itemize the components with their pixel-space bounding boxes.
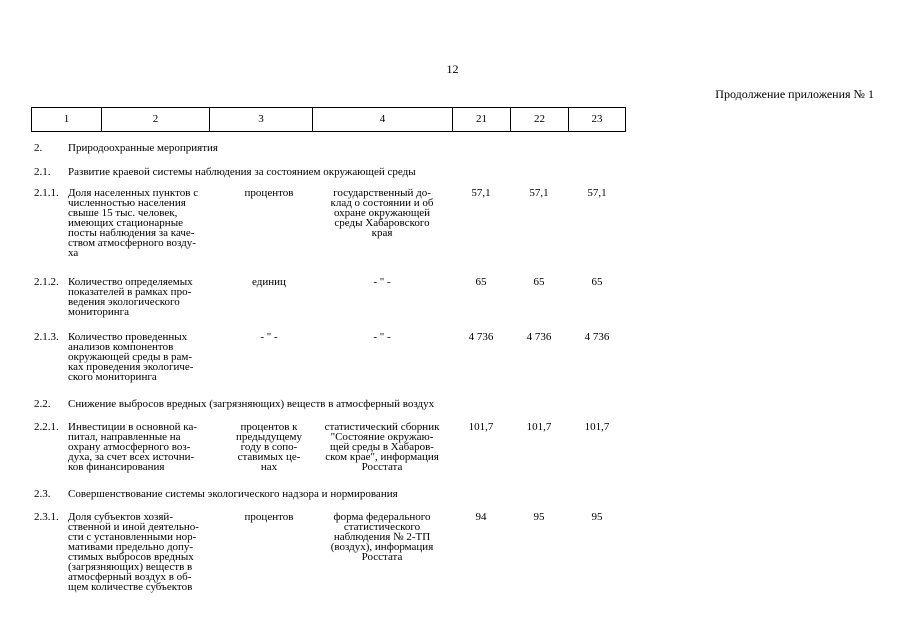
header-col-3: 3 bbox=[209, 108, 312, 131]
section-title: Снижение выбросов вредных (загрязняющих) веществ в атмосферный воздух bbox=[68, 398, 435, 410]
row-description: Количество проведенных анализов компонентов окружающей среды в рам- ках проведения экологиче- ского мониторинга bbox=[68, 331, 194, 383]
row-number: 2.1.1. bbox=[34, 187, 59, 199]
value-col-23: 101,7 bbox=[584, 421, 610, 433]
section-title: Развитие краевой системы наблюдения за состоянием окружающей среды bbox=[68, 166, 416, 178]
table-header bbox=[31, 107, 626, 132]
value-col-22: 57,1 bbox=[529, 187, 549, 199]
row-number: 2.2.1. bbox=[34, 421, 59, 433]
section-number: 2.3. bbox=[34, 488, 51, 500]
section-number: 2. bbox=[34, 142, 43, 154]
header-col-4: 4 bbox=[312, 108, 452, 131]
value-col-23: 57,1 bbox=[587, 187, 607, 199]
value-col-23: 4 736 bbox=[584, 331, 610, 343]
value-col-22: 4 736 bbox=[526, 331, 552, 343]
row-description: Инвестиции в основной ка- питал, направленные на охрану атмосферного воз- духа, за счет всех источни- ков финансирования bbox=[68, 421, 198, 473]
value-col-21: 65 bbox=[475, 276, 487, 288]
row-number: 2.1.3. bbox=[34, 331, 59, 343]
value-col-21: 4 736 bbox=[468, 331, 494, 343]
header-col-2: 2 bbox=[101, 108, 209, 131]
section-number: 2.1. bbox=[34, 166, 51, 178]
row-description: Доля населенных пунктов с численностью населения свыше 15 тыс. человек, имеющих стационарные посты наблюдения за каче- ством атмосферного возду- ха bbox=[68, 187, 199, 259]
row-unit: процентов bbox=[244, 511, 294, 523]
row-description: Количество определяемых показателей в рамках про- ведения экологического мониторинга bbox=[68, 276, 193, 318]
section-title: Природоохранные мероприятия bbox=[68, 142, 218, 154]
row-description: Доля субъектов хозяй- ственной и иной деятельно- сти с установленными нор- мативами предельно допу- стимых выбросов вредных (загрязняющих) веществ в атмосферный воздух в об- щем количестве субъектов bbox=[68, 511, 199, 593]
value-col-22: 95 bbox=[533, 511, 545, 523]
value-col-23: 65 bbox=[591, 276, 603, 288]
row-unit: процентов bbox=[244, 187, 294, 199]
value-col-22: 65 bbox=[533, 276, 545, 288]
continuation-label: Продолжение приложения № 1 bbox=[715, 87, 874, 101]
value-col-22: 101,7 bbox=[526, 421, 552, 433]
header-col-1: 1 bbox=[63, 113, 70, 125]
row-source: форма федерального статистического наблюдения № 2-ТП (воздух), информация Росстата bbox=[330, 511, 434, 563]
row-source: - " - bbox=[373, 331, 391, 343]
row-unit: единиц bbox=[252, 276, 286, 288]
row-source: статистический сборник "Состояние окружаю- щей среды в Хабаров- ском крае", информация Росстата bbox=[324, 421, 440, 473]
value-col-21: 57,1 bbox=[471, 187, 491, 199]
row-number: 2.1.2. bbox=[34, 276, 59, 288]
header-col-22: 22 bbox=[510, 108, 568, 131]
header-col-23: 23 bbox=[568, 108, 625, 131]
row-number: 2.3.1. bbox=[34, 511, 59, 523]
row-source: государственный до- клад о состоянии и об охране окружающей среды Хабаровского края bbox=[330, 187, 434, 239]
value-col-21: 101,7 bbox=[468, 421, 494, 433]
row-unit: - " - bbox=[260, 331, 278, 343]
row-unit: процентов к предыдущему году в сопо- ставимых це- нах bbox=[235, 421, 303, 473]
section-title: Совершенствование системы экологического надзора и нормирования bbox=[68, 488, 398, 500]
page-number: 12 bbox=[446, 62, 459, 76]
section-number: 2.2. bbox=[34, 398, 51, 410]
header-col-21: 21 bbox=[452, 108, 510, 131]
row-source: - " - bbox=[373, 276, 391, 288]
value-col-21: 94 bbox=[475, 511, 487, 523]
value-col-23: 95 bbox=[591, 511, 603, 523]
